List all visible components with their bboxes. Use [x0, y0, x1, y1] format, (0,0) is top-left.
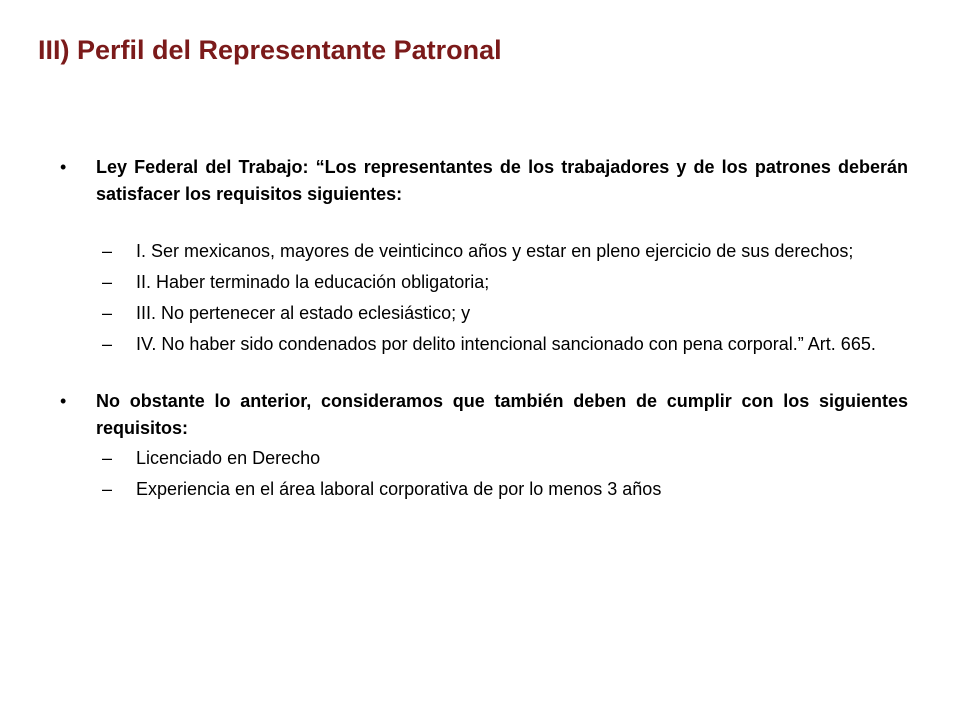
sub-item-text: IV. No haber sido condenados por delito intencional sancionado con pena corporal.” Art. 665.: [136, 334, 876, 354]
bullet-item-no-obstante: [60, 388, 908, 442]
sub-item-requirement-2: [60, 269, 908, 296]
requirements-list: [60, 238, 908, 358]
additional-requirements-list: [60, 445, 908, 503]
dash-marker: –: [102, 272, 113, 292]
sub-item-text: III. No pertenecer al estado eclesiástico; y: [136, 303, 471, 323]
sub-item-requirement-3: [60, 300, 908, 327]
slide-content: [60, 150, 908, 507]
bullet-marker: •: [60, 391, 67, 411]
dash-marker: –: [102, 241, 113, 261]
sub-item-licenciado: [60, 445, 908, 472]
bullet-text: No obstante lo anterior, consideramos que también deben de cumplir con los siguientes requisitos:: [96, 391, 908, 438]
dash-marker: –: [102, 334, 113, 354]
dash-marker: –: [102, 479, 113, 499]
sub-item-text: I. Ser mexicanos, mayores de veinticinco años y estar en pleno ejercicio de sus derechos;: [136, 241, 854, 261]
sub-item-requirement-4: [60, 331, 908, 358]
dash-marker: –: [102, 448, 113, 468]
dash-marker: –: [102, 303, 113, 323]
sub-item-text: Licenciado en Derecho: [136, 448, 321, 468]
bullet-marker: •: [60, 157, 67, 177]
bullet-item-ley-federal: [60, 154, 908, 208]
sub-item-text: Experiencia en el área laboral corporativa de por lo menos 3 años: [136, 479, 662, 499]
sub-item-text: II. Haber terminado la educación obligatoria;: [136, 272, 490, 292]
slide-title: III) Perfil del Representante Patronal: [38, 35, 502, 65]
sub-item-requirement-1: [60, 238, 908, 265]
sub-item-experiencia: [60, 476, 908, 503]
bullet-text: Ley Federal del Trabajo: “Los representantes de los trabajadores y de los patrones deberán satisfacer los requisitos siguientes:: [96, 157, 908, 204]
